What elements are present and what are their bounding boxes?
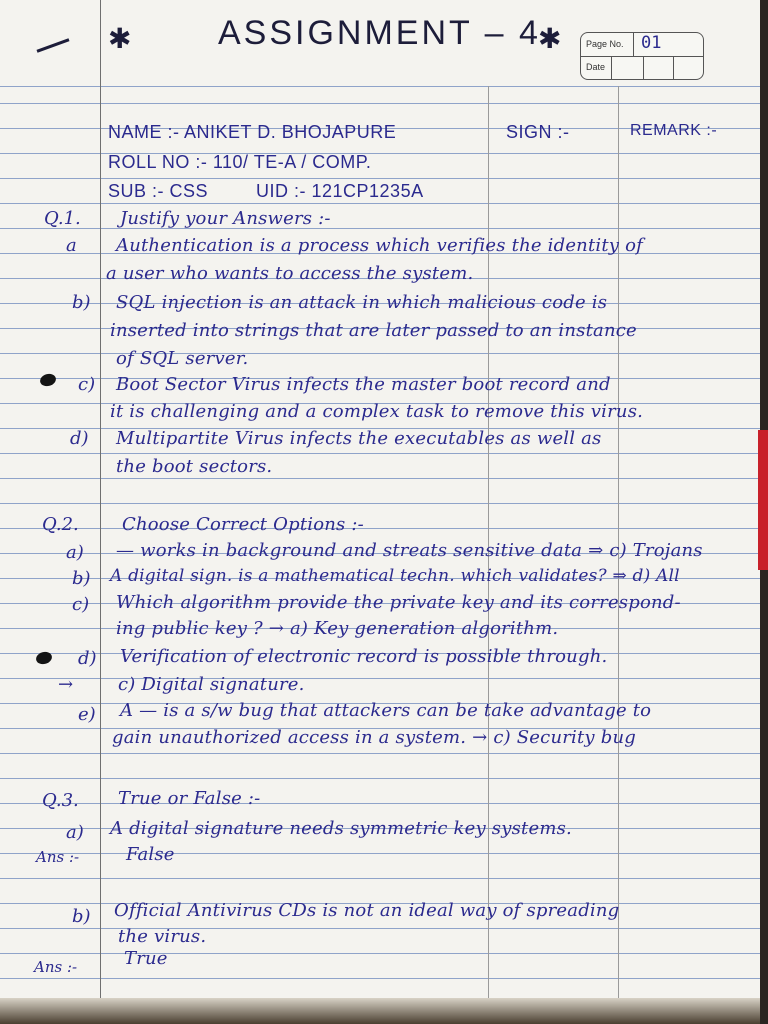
roll-line: ROLL NO :- 110/ TE-A / COMP. xyxy=(108,152,372,172)
header-rule xyxy=(0,86,760,87)
q3b-line-2: the virus. xyxy=(118,926,207,947)
q1-label: Q.1. xyxy=(44,208,81,229)
remark-label: REMARK :- xyxy=(630,122,718,139)
page-no-value: 01 xyxy=(641,33,662,53)
left-margin-line xyxy=(100,0,101,1024)
q2e-line-1: A — is a s/w bug that attackers can be take advantage to xyxy=(120,700,652,721)
date-label: Date xyxy=(586,62,606,72)
q2c-line-2: ing public key ? → a) Key generation algorithm. xyxy=(116,618,559,639)
arrow-icon: → xyxy=(58,674,74,695)
page-no-label: Page No. xyxy=(586,39,624,49)
q3b-marker: b) xyxy=(72,906,91,927)
page-title: ASSIGNMENT – 4 xyxy=(218,14,541,52)
q3a-ans-label: Ans :- xyxy=(36,848,80,866)
q1-heading: Justify your Answers :- xyxy=(120,208,331,229)
q1d-marker: d) xyxy=(70,428,89,449)
q2-label: Q.2. xyxy=(42,514,79,535)
page-no-row xyxy=(581,33,703,57)
bullet-dot xyxy=(35,650,54,666)
q2d-line-2: c) Digital signature. xyxy=(118,674,305,695)
page-number-box xyxy=(580,32,704,80)
q1a-line-1: Authentication is a process which verifies the identity of xyxy=(116,235,643,256)
q1c-line-1: Boot Sector Virus infects the master boot record and xyxy=(116,374,611,395)
star-right-icon: ✱ xyxy=(538,22,562,55)
q2b-marker: b) xyxy=(72,568,91,589)
q1d-line-2: the boot sectors. xyxy=(116,456,273,477)
q1c-line-2: it is challenging and a complex task to remove this virus. xyxy=(110,401,644,422)
q3b-line-1: Official Antivirus CDs is not an ideal way of spreading xyxy=(114,900,620,921)
q2b-line-1: A digital sign. is a mathematical techn. which validates? ⇒ d) All xyxy=(110,566,680,586)
q3a-marker: a) xyxy=(66,822,84,843)
q2e-marker: e) xyxy=(78,704,96,725)
q2d-marker: d) xyxy=(78,648,97,669)
sign-label: SIGN :- xyxy=(506,122,570,142)
q1a-marker: a xyxy=(66,235,77,256)
uid-line: UID :- 121CP1235A xyxy=(256,181,424,201)
q1b-marker: b) xyxy=(72,292,91,313)
q2d-line-1: Verification of electronic record is possible through. xyxy=(120,646,608,667)
q1b-line-1: SQL injection is an attack in which malicious code is xyxy=(116,292,608,313)
red-cover-edge xyxy=(758,430,768,570)
q2a-marker: a) xyxy=(66,542,84,563)
sub-line: SUB :- CSS xyxy=(108,181,209,201)
q3a-answer: False xyxy=(126,844,175,865)
q2c-line-1: Which algorithm provide the private key and its correspond- xyxy=(116,592,681,613)
page-bottom-shadow xyxy=(0,998,760,1024)
q1d-line-1: Multipartite Virus infects the executables as well as xyxy=(116,428,602,449)
date-row xyxy=(581,56,703,79)
q3b-ans-label: Ans :- xyxy=(34,958,78,976)
q3-heading: True or False :- xyxy=(118,788,261,809)
q3-label: Q.3. xyxy=(42,790,79,811)
name-line: NAME :- ANIKET D. BHOJAPURE xyxy=(108,122,397,142)
q2e-line-2: gain unauthorized access in a system. → c) Security bug xyxy=(112,727,636,748)
q1c-marker: c) xyxy=(78,374,96,395)
q1b-line-3: of SQL server. xyxy=(116,348,249,369)
star-left-icon: ✱ xyxy=(108,22,132,55)
q3b-answer: True xyxy=(124,948,168,969)
q1b-line-2: inserted into strings that are later passed to an instance xyxy=(110,320,637,341)
q1a-line-2: a user who wants to access the system. xyxy=(106,263,474,284)
bullet-dot xyxy=(39,372,58,388)
q3a-line-1: A digital signature needs symmetric key systems. xyxy=(110,818,572,839)
q2-heading: Choose Correct Options :- xyxy=(122,514,364,535)
q2a-line-1: — works in background and streats sensitive data ⇒ c) Trojans xyxy=(116,540,703,561)
q2c-marker: c) xyxy=(72,594,90,615)
